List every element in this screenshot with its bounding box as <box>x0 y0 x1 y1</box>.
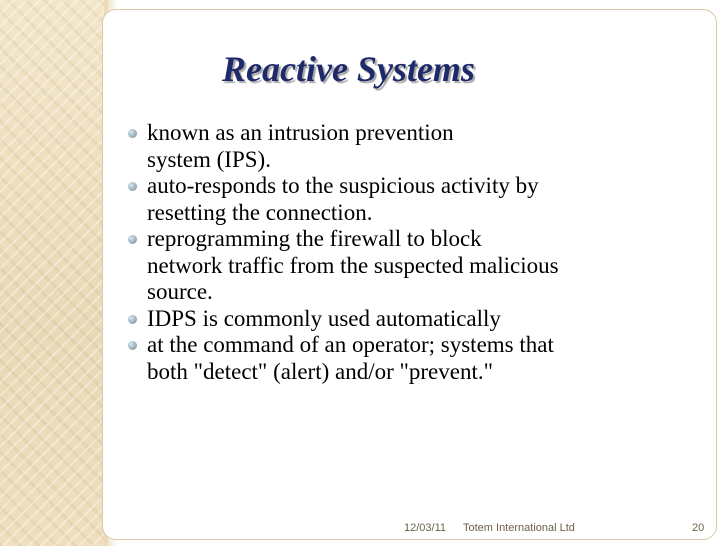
parchment-texture-band <box>0 0 108 546</box>
bullet-line: reprogramming the firewall to block <box>147 226 482 251</box>
round-bullet-icon <box>128 182 137 191</box>
bullet-list <box>128 120 708 385</box>
footer-date: 12/03/11 <box>404 522 447 534</box>
bullet-line: system (IPS). <box>147 146 271 172</box>
bullet-item <box>128 120 708 173</box>
round-bullet-icon <box>128 341 137 350</box>
bullet-line: both "detect" (alert) and/or "prevent." <box>147 358 493 384</box>
bullet-item <box>128 173 708 226</box>
bullet-line: auto-responds to the suspicious activity by <box>147 173 539 198</box>
bullet-line: network traffic from the suspected malicious <box>147 252 559 278</box>
round-bullet-icon <box>128 315 137 324</box>
footer-page-number: 20 <box>692 522 705 534</box>
bullet-item <box>128 332 708 385</box>
bullet-item <box>128 226 708 306</box>
bullet-line: source. <box>147 279 213 304</box>
bullet-item <box>128 306 708 333</box>
footer-organization: Totem International Ltd <box>463 522 575 534</box>
round-bullet-icon <box>128 129 137 138</box>
round-bullet-icon <box>128 235 137 244</box>
slide-title: Reactive Systems <box>222 49 475 89</box>
bullet-line: IDPS is commonly used automatically <box>147 305 501 331</box>
bullet-line: known as an intrusion prevention <box>147 120 454 145</box>
bullet-line: at the command of an operator; systems that <box>147 332 554 357</box>
bullet-line: resetting the connection. <box>147 199 373 225</box>
